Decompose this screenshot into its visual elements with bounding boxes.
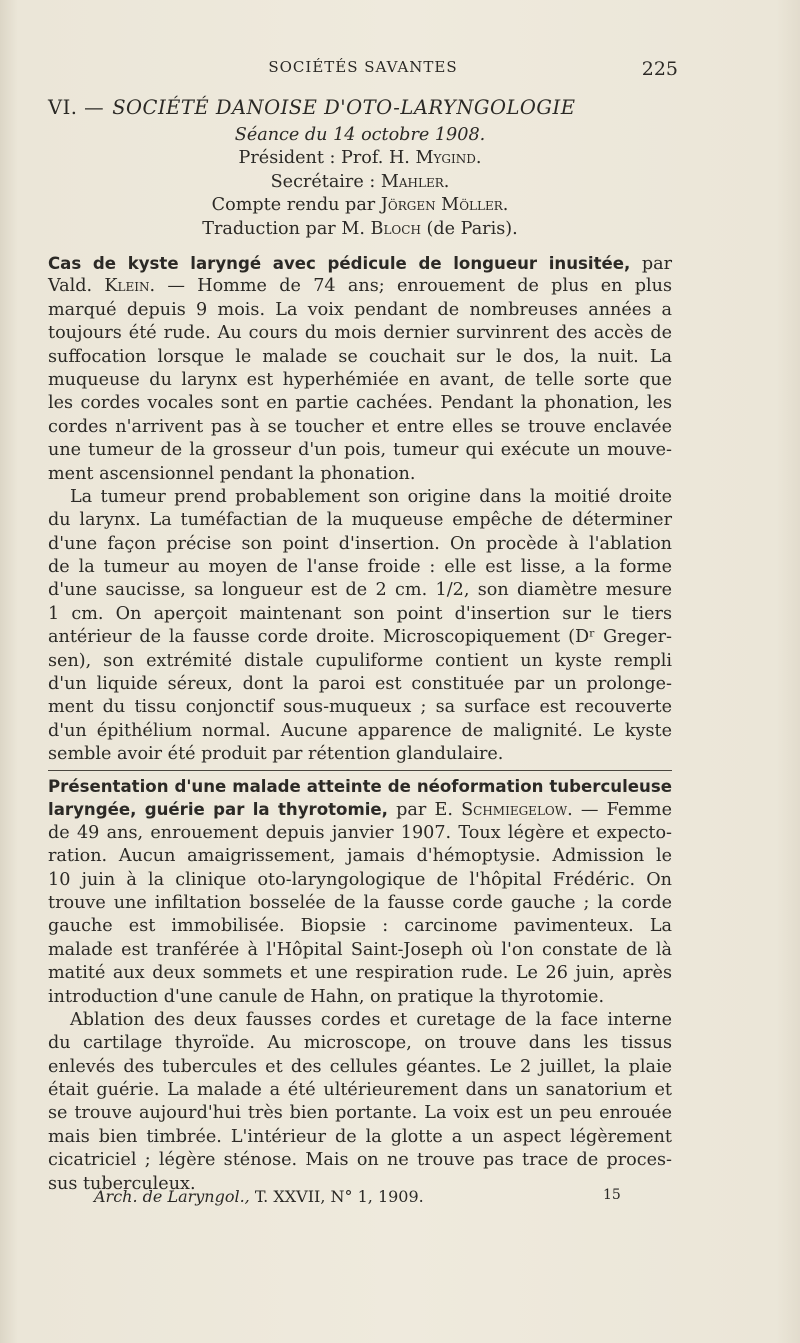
- journal-reference: [94, 1187, 424, 1206]
- translation-suffix: (de Paris).: [426, 218, 518, 239]
- report-line: [48, 194, 672, 217]
- text-line: 1 cm. On aperçoit maintenant son point d'insertion sur le tiers: [48, 603, 672, 624]
- text-line: toujours été rude. Au cours du mois dernier survinrent des accès de: [48, 323, 672, 344]
- text-line: de la tumeur au moyen de l'anse froide : elle est lisse, a la forme: [48, 557, 672, 578]
- page-number: 225: [641, 58, 678, 80]
- session-date: Séance du 14 octobre 1908.: [234, 125, 486, 145]
- text-line: du cartilage thyroïde. Au microscope, on trouve dans les tissus: [48, 1033, 672, 1054]
- secretary-line: [48, 171, 672, 194]
- text-line: ment du tissu conjonctif sous-muqueux ; sa surface est recouverte: [48, 697, 672, 718]
- text-line: matité aux deux sommets et une respiration rude. Le 26 juin, après: [48, 963, 672, 984]
- text-line: était guérie. La malade a été ultérieurement dans un sanatorium et: [48, 1080, 672, 1101]
- translation-label: Traduction par M.: [202, 218, 365, 239]
- president-line: [48, 147, 672, 170]
- article-cyst-title-tail: par: [641, 254, 673, 274]
- text-line: sus tuberculeux.: [48, 1173, 196, 1194]
- secretary-name: Mahler.: [380, 171, 450, 192]
- text-line: d'une façon précise son point d'insertion. On procède à l'ablation: [48, 533, 672, 554]
- signature-mark: 15: [603, 1187, 621, 1203]
- text-line: se trouve aujourd'hui très bien portante. La voix est un peu enrouée: [48, 1103, 672, 1124]
- article-cyst-title-line: [48, 252, 672, 275]
- article-cyst-title: Cas de kyste laryngé avec pédicule de longueur inusitée,: [48, 254, 631, 273]
- article-cyst-author-line: [48, 275, 672, 298]
- text-line: ration. Aucun amaigrissement, jamais d'hémoptysie. Admission le: [48, 846, 672, 867]
- text-line: malade est tranférée à l'Hôpital Saint-Joseph où l'on constate de là: [48, 939, 672, 960]
- journal-issue: T. XXVII, N° 1, 1909.: [254, 1187, 424, 1206]
- author-line-rest: . — Homme de 74 ans; enrouement de plus en plus: [149, 276, 672, 297]
- author-by: par E.: [396, 800, 453, 821]
- president-label: Président : Prof. H.: [238, 148, 410, 169]
- text-line: de 49 ans, enrouement depuis janvier 1907. Toux légère et expecto-: [48, 822, 672, 843]
- society-name: SOCIÉTÉ DANOISE D'OTO-LARYNGOLOGIE: [112, 96, 576, 119]
- page-header: [48, 58, 678, 82]
- president-name: Mygind.: [415, 148, 482, 169]
- text-line: du larynx. La tuméfactian de la muqueuse empêche de déterminer: [48, 510, 672, 531]
- session-block: [48, 124, 672, 241]
- text-line: sen), son extrémité distale cupuliforme contient un kyste rempli: [48, 650, 672, 671]
- author-line-rest: . — Femme: [567, 800, 673, 821]
- author-prefix: Vald.: [48, 276, 93, 297]
- section-divider: [48, 770, 672, 771]
- text-line: La tumeur prend probablement son origine dans la moitié droite: [70, 486, 672, 507]
- translation-name: Bloch: [370, 218, 421, 239]
- text-line: mais bien timbrée. L'intérieur de la glotte a un aspect légèrement: [48, 1126, 672, 1147]
- article-cyst: [48, 252, 672, 767]
- article-tb-title-line2: [48, 798, 672, 821]
- text-line: ment ascensionnel pendant la phonation.: [48, 463, 416, 484]
- text-line: trouve une infiltation bosselée de la fausse corde gauche ; la corde: [48, 892, 672, 913]
- text-line: 10 juin à la clinique oto-laryngologique de l'hôpital Frédéric. On: [48, 869, 672, 890]
- author-schmiegelow: Schmiegelow: [461, 800, 568, 821]
- text-line: enlevés des tubercules et des cellules géantes. Le 2 juillet, la plaie: [48, 1056, 672, 1077]
- article-tb-title-line1: [48, 775, 672, 798]
- section-number: VI. —: [48, 96, 105, 119]
- journal-name: Arch. de Laryngol.,: [94, 1187, 250, 1206]
- text-line: suffocation lorsque le malade se couchait sur le dos, la nuit. La: [48, 346, 672, 367]
- article-tuberculosis: [48, 775, 672, 1196]
- text-line: Ablation des deux fausses cordes et curetage de la face interne: [70, 1009, 672, 1030]
- page-footer: [48, 1187, 672, 1211]
- text-line: d'un épithélium normal. Aucune apparence de malignité. Le kyste: [48, 720, 672, 741]
- text-line: une tumeur de la grosseur d'un pois, tumeur qui exécute un mouve-: [48, 440, 672, 461]
- text-line: muqueuse du larynx est hyperhémiée en avant, de telle sorte que: [48, 369, 672, 390]
- section-title: [48, 96, 672, 119]
- text-line: introduction d'une canule de Hahn, on pratique la thyrotomie.: [48, 986, 605, 1007]
- secretary-label: Secrétaire :: [270, 171, 376, 192]
- text-line: les cordes vocales sont en partie cachées. Pendant la phonation, les: [48, 393, 672, 414]
- translation-line: [48, 218, 672, 241]
- text-line: antérieur de la fausse corde droite. Microscopiquement (Dʳ Greger-: [48, 627, 672, 648]
- article-tb-title-2: laryngée, guérie par la thyrotomie,: [48, 800, 388, 820]
- author-klein: Klein: [104, 276, 150, 297]
- text-line: d'un liquide séreux, dont la paroi est constituée par un prolonge-: [48, 674, 672, 695]
- report-name: Jörgen Möller.: [380, 195, 509, 216]
- text-line: marqué depuis 9 mois. La voix pendant de nombreuses années a: [48, 299, 672, 320]
- text-line: gauche est immobilisée. Biopsie : carcinome pavimenteux. La: [48, 916, 672, 937]
- text-line: d'une saucisse, sa longueur est de 2 cm. 1/2, son diamètre mesure: [48, 580, 672, 601]
- text-line: semble avoir été produit par rétention glandulaire.: [48, 744, 504, 765]
- text-line: cordes n'arrivent pas à se toucher et entre elles se trouve enclavée: [48, 416, 672, 437]
- article-tb-title-1: Présentation d'une malade atteinte de néoformation tuberculeuse: [48, 777, 672, 796]
- report-label: Compte rendu par: [211, 195, 376, 216]
- text-line: cicatriciel ; légère sténose. Mais on ne trouve pas trace de proces-: [48, 1150, 672, 1171]
- running-head: SOCIÉTÉS SAVANTES: [268, 58, 458, 76]
